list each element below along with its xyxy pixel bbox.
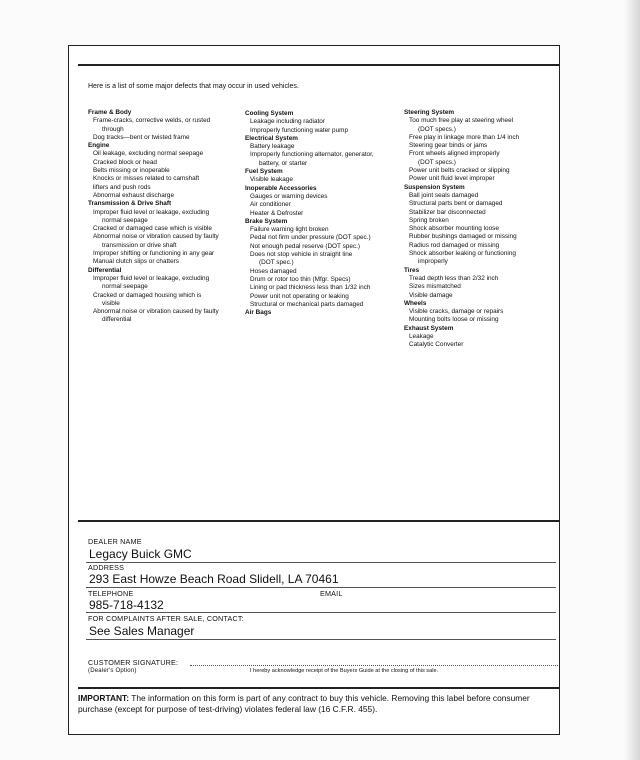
defect-item: (DOT specs.) <box>418 158 456 166</box>
defect-item: Tread depth less than 2/32 inch <box>409 274 499 282</box>
defect-category-heading: Brake System <box>245 217 288 225</box>
defect-item: Abnormal exhaust discharge <box>93 191 174 199</box>
defect-item: Cracked block or head <box>93 158 157 166</box>
defect-item: Power unit not operating or leaking <box>250 292 349 300</box>
important-rule <box>78 687 560 689</box>
defect-item: Structural or mechanical parts damaged <box>250 300 364 308</box>
defect-item: Failure warning light broken <box>250 226 329 234</box>
defect-item: Improper fluid level or leakage, excluding <box>93 274 210 282</box>
defect-item: visible <box>102 299 120 307</box>
defect-item: Visible damage <box>409 291 453 299</box>
defect-category-heading: Tires <box>404 266 420 274</box>
defect-item: Manual clutch slips or chatters <box>93 258 179 266</box>
dealer-name-value: Legacy Buick GMC <box>89 547 192 561</box>
defect-item: Does not stop vehicle in straight line <box>250 251 353 259</box>
address-label: ADDRESS <box>88 563 125 572</box>
defect-item: Radius rod damaged or missing <box>409 241 500 249</box>
defect-item: Shock absorber leaking or functioning <box>409 250 516 258</box>
defect-item: Improper fluid level or leakage, excluding <box>93 208 210 216</box>
defect-item: Frame-cracks, corrective welds, or rusted <box>93 117 211 125</box>
defect-item: Improperly functioning water pump <box>250 126 349 134</box>
telephone-line <box>86 612 556 613</box>
defect-item: Rubber bushings damaged or missing <box>409 233 517 241</box>
defect-item: Front wheels aligned improperly <box>409 150 500 158</box>
defect-category-heading: Wheels <box>404 299 427 307</box>
defect-category-heading: Air Bags <box>245 309 272 317</box>
defect-item: Catalytic Converter <box>409 341 464 349</box>
defect-item: battery, or starter <box>259 159 308 167</box>
defect-item: Free play in linkage more than 1/4 inch <box>409 133 520 141</box>
defect-item: Heater & Defroster <box>250 209 304 217</box>
acknowledgement-text: I hereby acknowledge receipt of the Buyers Guide at the closing of this sale. <box>250 668 439 674</box>
defect-item: improperly <box>418 258 448 266</box>
defect-item: Ball joint seals damaged <box>409 191 479 199</box>
address-line <box>86 587 556 588</box>
defect-item: Dog tracks—bent or twisted frame <box>93 133 190 141</box>
complaints-contact-line <box>86 639 556 640</box>
defect-item: (DOT spec.) <box>259 259 294 267</box>
defect-item: (DOT specs.) <box>418 125 456 133</box>
defect-item: Steering gear binds or jams <box>409 142 488 150</box>
defect-item: Gauges or warning devices <box>250 192 328 200</box>
telephone-value: 985-718-4132 <box>89 598 164 612</box>
complaints-contact-label: FOR COMPLAINTS AFTER SALE, CONTACT: <box>88 614 244 623</box>
defect-category-heading: Exhaust System <box>404 324 454 332</box>
important-text: The information on this form is part of any contract to buy this vehicle. Removing this label before consumer purchase (except for purpose of test-driving) violates federal law (16 C.F.R. 455). <box>78 693 530 714</box>
defect-item: Visible leakage <box>250 176 293 184</box>
email-label: EMAIL <box>320 589 343 598</box>
defect-item: Hoses damaged <box>250 267 297 275</box>
defect-item: Cracked or damaged housing which is <box>93 291 202 299</box>
dealers-option-note: (Dealer's Option) <box>88 668 137 674</box>
defect-item: Sizes mismatched <box>409 283 461 291</box>
defects-column-3 <box>404 109 559 350</box>
defect-item: Mounting bolts loose or missing <box>409 316 499 324</box>
defect-item: Drum or rotor too thin (Mfgr. Specs) <box>250 275 351 283</box>
defect-item: differential <box>102 316 132 324</box>
defect-item: Lining or pad thickness less than 1/32 inch <box>250 284 371 292</box>
customer-signature-label: CUSTOMER SIGNATURE: <box>88 658 179 667</box>
defect-item: Abnormal noise or vibration caused by faulty <box>93 308 219 316</box>
defect-item: Too much free play at steering wheel <box>409 117 514 125</box>
defect-item: Stabilizer bar disconnected <box>409 208 486 216</box>
defect-item: transmission or drive shaft <box>102 241 177 249</box>
defect-category-heading: Transmission & Drive Shaft <box>88 200 172 208</box>
defect-item: Shock absorber mounting loose <box>409 225 499 233</box>
defect-item: Cracked or damaged case which is visible <box>93 225 212 233</box>
defect-item: Battery leakage <box>250 143 295 151</box>
defect-item: Improper shifting or functioning in any gear <box>93 250 215 258</box>
dealer-name-label: DEALER NAME <box>88 537 142 546</box>
dealer-section-rule <box>78 520 560 522</box>
defect-item: lifters and push rods <box>93 183 151 191</box>
defect-category-heading: Steering System <box>404 109 455 116</box>
defect-item: Improperly functioning alternator, generator, <box>250 151 374 159</box>
defect-item: Not enough pedal reserve (DOT spec.) <box>250 242 360 250</box>
defects-column-2 <box>245 110 403 317</box>
defect-item: Pedal not firm under pressure (DOT spec.) <box>250 234 371 242</box>
defect-item: normal seepage <box>102 283 148 291</box>
defects-column-1 <box>88 109 248 325</box>
telephone-label: TELEPHONE <box>88 589 134 598</box>
defect-category-heading: Engine <box>88 142 110 150</box>
defect-category-heading: Electrical System <box>245 134 298 142</box>
defects-intro: Here is a list of some major defects that may occur in used vehicles. <box>88 83 299 90</box>
important-lead: IMPORTANT: <box>78 693 130 703</box>
top-rule <box>78 64 560 66</box>
defect-item: through <box>102 125 124 133</box>
customer-signature-line[interactable] <box>190 665 558 666</box>
defect-category-heading: Differential <box>88 266 122 274</box>
defect-item: Leakage <box>409 333 434 341</box>
defect-item: Abnormal noise or vibration caused by faulty <box>93 233 219 241</box>
defect-category-heading: Frame & Body <box>88 109 132 116</box>
defect-category-heading: Cooling System <box>245 110 294 117</box>
defect-item: Spring broken <box>409 216 449 224</box>
address-value: 293 East Howze Beach Road Slidell, LA 70461 <box>89 572 339 586</box>
defect-item: Knocks or misses related to camshaft <box>93 175 200 183</box>
defect-item: Air conditioner <box>250 201 291 209</box>
defect-item: Belts missing or inoperable <box>93 167 170 175</box>
dealer-name-line <box>86 562 556 563</box>
defect-item: Visible cracks, damage or repairs <box>409 308 504 316</box>
defect-item: Oil leakage, excluding normal seepage <box>93 150 204 158</box>
defect-category-heading: Inoperable Accessories <box>245 184 317 192</box>
defect-item: Leakage including radiator <box>250 118 325 126</box>
defect-category-heading: Fuel System <box>245 168 283 176</box>
defect-item: Structural parts bent or damaged <box>409 200 503 208</box>
defect-item: Power unit fluid level improper <box>409 175 495 183</box>
important-notice <box>78 693 558 715</box>
defect-category-heading: Suspension System <box>404 183 465 191</box>
complaints-contact-value: See Sales Manager <box>89 624 195 638</box>
defect-item: normal seepage <box>102 216 148 224</box>
defect-item: Power unit belts cracked or slipping <box>409 167 510 175</box>
page-edge-shadow <box>624 0 640 760</box>
